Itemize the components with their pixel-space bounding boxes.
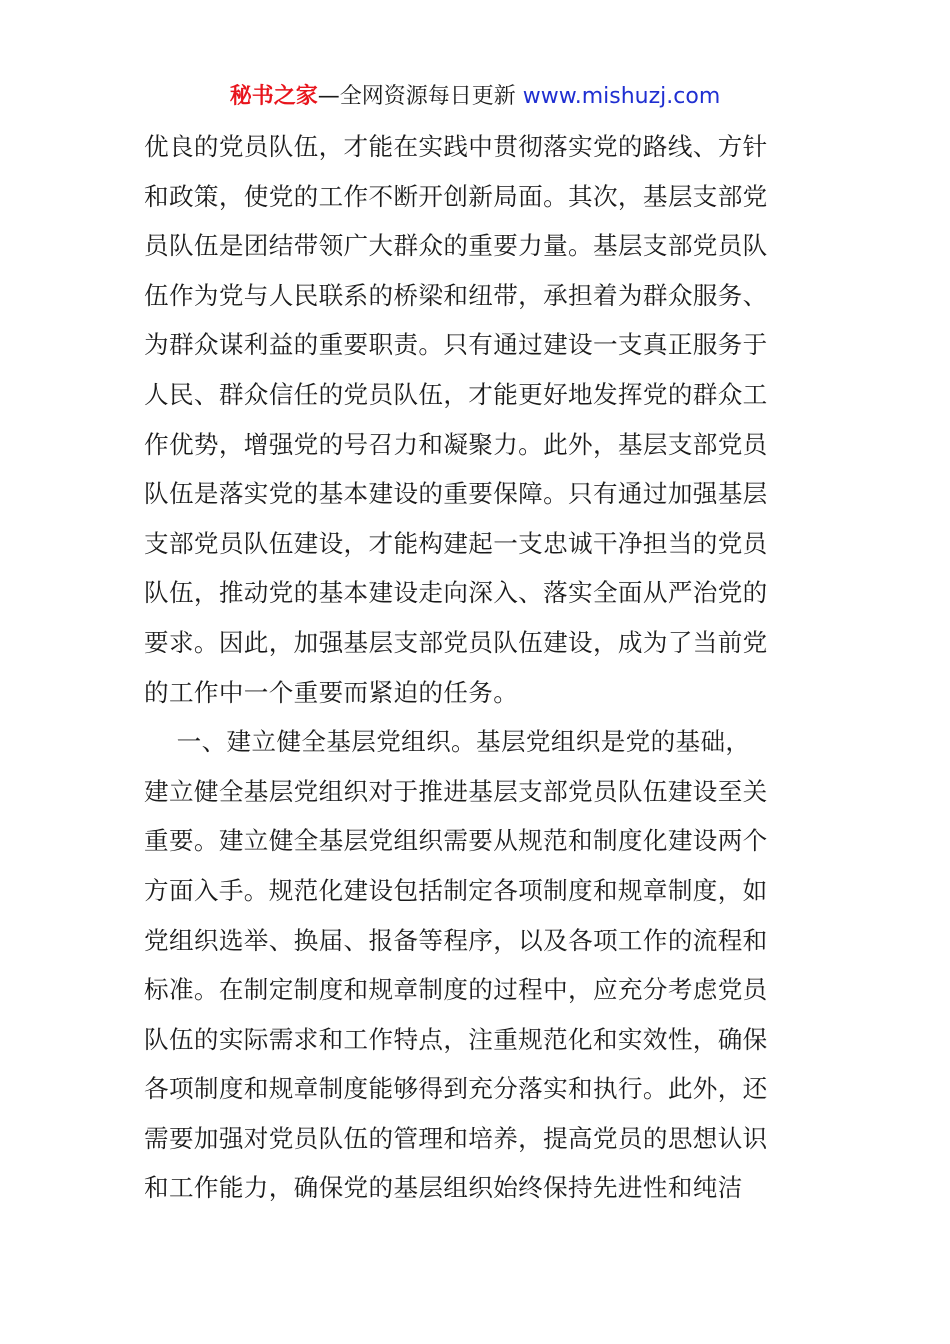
text-line: 队伍，推动党的基本建设走向深入、落实全面从严治党的 [144, 578, 768, 608]
text-line: 支部党员队伍建设，才能构建起一支忠诚干净担当的党员 [144, 528, 768, 558]
text-line: 标准。在制定制度和规章制度的过程中，应充分考虑党员 [144, 975, 768, 1005]
section-heading-line: 一、建立健全基层党组织。基层党组织是党的基础， [144, 727, 751, 757]
text-line: 建立健全基层党组织对于推进基层支部党员队伍建设至关 [144, 776, 768, 806]
text-line: 重要。建立健全基层党组织需要从规范和制度化建设两个 [144, 826, 768, 856]
text-line: 作优势，增强党的号召力和凝聚力。此外，基层支部党员 [144, 429, 768, 459]
document-body [144, 122, 809, 1213]
text-line: 队伍的实际需求和工作特点，注重规范化和实效性，确保 [144, 1024, 768, 1054]
brand-name: 秘书之家 [229, 84, 318, 109]
text-line: 队伍是落实党的基本建设的重要保障。只有通过加强基层 [144, 479, 768, 509]
text-line: 员队伍是团结带领广大群众的重要力量。基层支部党员队 [144, 231, 768, 261]
header-tagline: —全网资源每日更新 [317, 84, 523, 109]
text-line: 为群众谋利益的重要职责。只有通过建设一支真正服务于 [144, 330, 768, 360]
page-header [0, 80, 950, 114]
text-line: 方面入手。规范化建设包括制定各项制度和规章制度，如 [144, 875, 768, 905]
text-line: 伍作为党与人民联系的桥梁和纽带，承担着为群众服务、 [144, 280, 768, 310]
site-url-link[interactable]: www.mishuzj.com [522, 84, 721, 109]
text-line: 和政策，使党的工作不断开创新局面。其次，基层支部党 [144, 181, 768, 211]
text-line: 要求。因此，加强基层支部党员队伍建设，成为了当前党 [144, 627, 768, 657]
text-line: 和工作能力，确保党的基层组织始终保持先进性和纯洁 [144, 1173, 743, 1203]
text-line: 优良的党员队伍，才能在实践中贯彻落实党的路线、方针 [144, 132, 768, 161]
text-line: 各项制度和规章制度能够得到充分落实和执行。此外，还 [144, 1074, 768, 1104]
text-line: 的工作中一个重要而紧迫的任务。 [144, 677, 519, 707]
text-line: 人民、群众信任的党员队伍，才能更好地发挥党的群众工 [144, 379, 768, 409]
text-line: 需要加强对党员队伍的管理和培养，提高党员的思想认识 [144, 1123, 768, 1153]
text-line: 党组织选举、换届、报备等程序，以及各项工作的流程和 [144, 925, 768, 955]
